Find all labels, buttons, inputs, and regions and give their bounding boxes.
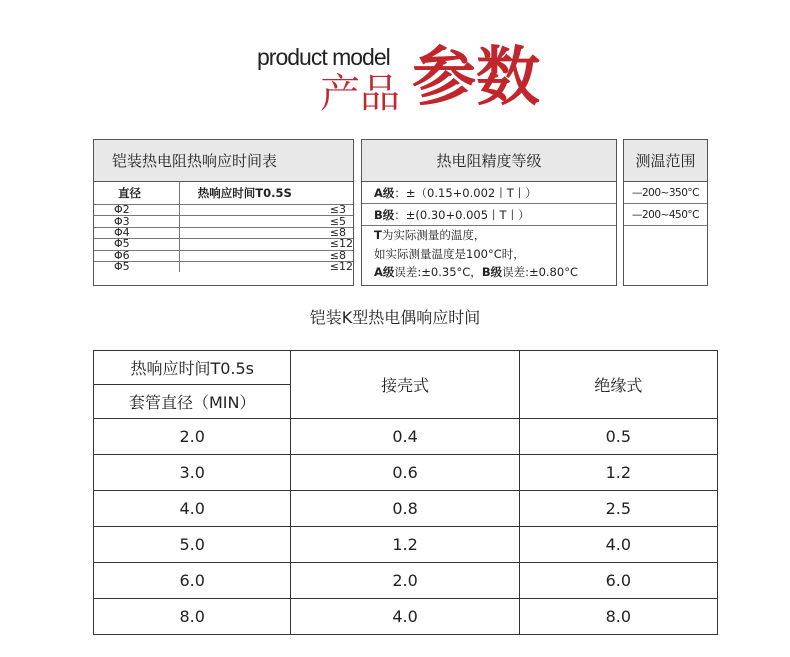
time-cell: ≤8 <box>179 227 353 238</box>
diameter-cell: Φ3 <box>94 216 179 227</box>
time-cell: ≤8 <box>179 250 353 261</box>
header-english-title: product model <box>257 44 390 70</box>
table-row <box>94 491 718 527</box>
temperature-range-box <box>623 139 708 286</box>
insulated-cell: 4.0 <box>519 527 717 563</box>
table-row <box>94 527 718 563</box>
grounded-cell: 0.4 <box>291 419 519 455</box>
table-row <box>94 261 353 272</box>
table-row <box>94 455 718 491</box>
diameter-cell: Φ4 <box>94 227 179 238</box>
diameter-cell: 3.0 <box>94 455 291 491</box>
header-chinese-small: 产品 <box>320 71 400 117</box>
table-header-row <box>94 182 353 205</box>
col-diameter-header: 直径 <box>94 182 179 205</box>
insulated-cell: 1.2 <box>519 455 717 491</box>
note-line-2: 如实际测量温度是100°C时， <box>374 246 525 261</box>
note-a-label: A级 <box>374 265 395 279</box>
range-item: —200~350°C <box>624 182 707 204</box>
table-row <box>94 216 353 227</box>
rtd-response-time-table <box>94 182 353 272</box>
note-a-value: 误差:±0.35°C， <box>394 265 482 279</box>
note-line-1 <box>374 226 616 245</box>
col-time-header: 热响应时间T0.5S <box>197 186 292 200</box>
time-cell: ≤5 <box>179 216 353 227</box>
note-b-label: B级 <box>481 265 503 279</box>
accuracy-note <box>362 226 616 282</box>
note-line-3 <box>374 263 616 282</box>
diameter-cell: 5.0 <box>94 527 291 563</box>
grade-b-label: B级 <box>374 208 395 222</box>
time-cell: ≤12 <box>179 261 353 272</box>
table-row <box>94 227 353 238</box>
page-header <box>240 28 570 120</box>
grounded-cell: 2.0 <box>291 563 519 599</box>
diameter-cell: Φ2 <box>94 205 179 216</box>
grade-a-label: A级 <box>374 186 395 200</box>
header-response-time: 热响应时间T0.5s <box>94 351 291 385</box>
k-thermocouple-table <box>93 350 718 635</box>
rtd-response-time-box <box>93 139 354 286</box>
note-line-1-text: 为实际测量的温度， <box>381 228 486 242</box>
grounded-cell: 0.6 <box>291 455 519 491</box>
grounded-cell: 1.2 <box>291 527 519 563</box>
accuracy-grade-title: 热电阻精度等级 <box>362 140 616 182</box>
header-chinese-big: 参数 <box>412 41 540 115</box>
grade-a-line <box>362 182 616 204</box>
table-row <box>94 250 353 261</box>
table-row <box>94 239 353 250</box>
table-row <box>94 599 718 635</box>
diameter-cell: Φ5 <box>94 261 179 272</box>
grade-b-line <box>362 204 616 226</box>
diameter-cell: 2.0 <box>94 419 291 455</box>
table-row <box>94 205 353 216</box>
header-insulated: 绝缘式 <box>519 351 717 419</box>
grade-b-value: ：±(0.30+0.005丨T丨） <box>394 208 530 222</box>
grade-a-value: ：±（0.15+0.002丨T丨） <box>394 186 537 200</box>
note-b-value: 误差:±0.80°C <box>502 265 578 279</box>
time-cell: ≤3 <box>179 205 353 216</box>
grounded-cell: 4.0 <box>291 599 519 635</box>
insulated-cell: 2.5 <box>519 491 717 527</box>
header-sheath-diameter: 套管直径（MIN） <box>94 385 291 419</box>
table-header-row <box>94 351 718 385</box>
diameter-cell: 4.0 <box>94 491 291 527</box>
diameter-cell: Φ6 <box>94 250 179 261</box>
note-t-symbol: T <box>374 228 382 242</box>
time-cell: ≤12 <box>179 239 353 250</box>
diameter-cell: 8.0 <box>94 599 291 635</box>
diameter-cell: Φ5 <box>94 239 179 250</box>
diameter-cell: 6.0 <box>94 563 291 599</box>
insulated-cell: 0.5 <box>519 419 717 455</box>
insulated-cell: 6.0 <box>519 563 717 599</box>
grounded-cell: 0.8 <box>291 491 519 527</box>
rtd-response-time-title: 铠装热电阻热响应时间表 <box>94 140 353 182</box>
accuracy-grade-box <box>361 139 617 286</box>
range-item: —200~450°C <box>624 204 707 226</box>
k-thermocouple-title: 铠装K型热电偶响应时间 <box>309 308 481 327</box>
table-row <box>94 563 718 599</box>
header-grounded: 接壳式 <box>291 351 519 419</box>
insulated-cell: 8.0 <box>519 599 717 635</box>
temperature-range-title: 测温范围 <box>624 140 707 182</box>
table-row <box>94 419 718 455</box>
